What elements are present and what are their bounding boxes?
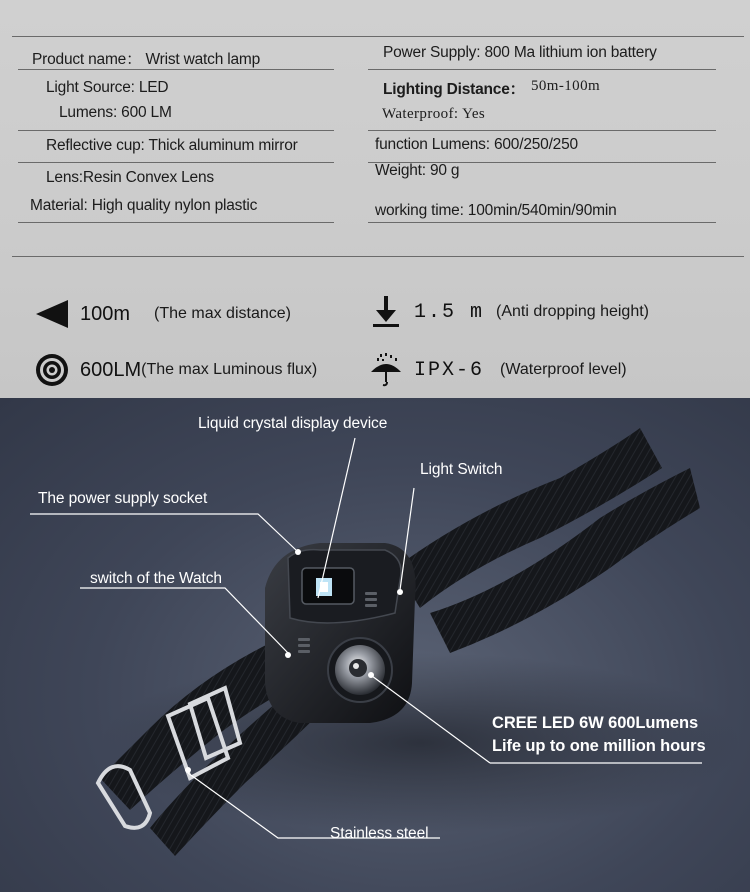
table-row-rule <box>368 69 716 70</box>
callout-power-socket: The power supply socket <box>38 490 208 507</box>
watch-illustration <box>0 398 750 892</box>
callout-watch-switch: switch of the Watch <box>90 570 222 587</box>
spec-lens: Lens:Resin Convex Lens <box>46 169 214 186</box>
direction-arrow-icon <box>34 296 70 332</box>
feature-distance <box>34 296 291 332</box>
spec-lighting-distance-value: 50m-100m <box>531 78 601 94</box>
table-row-rule <box>18 222 334 223</box>
spec-lumens: Lumens: 600 LM <box>59 104 172 121</box>
spec-product-name: Product name： Wrist watch lamp <box>32 51 261 68</box>
table-top-rule <box>12 36 744 37</box>
spec-waterproof: Waterproof: Yes <box>382 106 486 122</box>
umbrella-rain-icon <box>368 352 404 388</box>
spec-light-source: Light Source: LED <box>46 79 169 96</box>
feature-distance-label: (The max distance) <box>154 305 291 322</box>
table-row-rule <box>18 130 334 131</box>
spec-panel <box>0 0 750 398</box>
product-photo-panel <box>0 398 750 892</box>
table-row-rule <box>18 69 334 70</box>
table-row-rule <box>368 130 716 131</box>
spec-power-supply: Power Supply: 800 Ma lithium ion battery <box>383 44 657 61</box>
feature-distance-value: 100m <box>80 302 131 325</box>
feature-flux <box>34 352 317 388</box>
callout-cree-line1: CREE LED 6W 600Lumens <box>492 714 699 732</box>
feature-drop <box>368 294 649 330</box>
callout-light-switch: Light Switch <box>420 461 503 478</box>
table-bottom-rule <box>12 256 744 257</box>
callout-lcd: Liquid crystal display device <box>198 415 388 432</box>
feature-flux-label: (The max Luminous flux) <box>141 361 318 378</box>
spec-weight: Weight: 90 g <box>375 162 460 179</box>
spec-function-lumens: function Lumens: 600/250/250 <box>375 136 578 153</box>
table-row-rule <box>18 162 334 163</box>
drop-arrow-icon <box>368 294 404 330</box>
feature-ipx-label: (Waterproof level) <box>500 361 627 378</box>
target-icon <box>34 352 70 388</box>
feature-ipx-value: IPX-6 <box>414 358 485 382</box>
feature-drop-label: (Anti dropping height) <box>496 303 649 320</box>
spec-working-time: working time: 100min/540min/90min <box>375 202 617 219</box>
feature-flux-value: 600LM <box>80 358 142 381</box>
feature-drop-value: 1.5 m <box>414 300 485 324</box>
table-row-rule <box>368 222 716 223</box>
feature-waterproof <box>368 352 627 388</box>
callout-cree-line2: Life up to one million hours <box>492 737 706 755</box>
spec-reflective-cup: Reflective cup: Thick aluminum mirror <box>46 137 298 154</box>
callout-stainless-steel: Stainless steel <box>330 825 429 842</box>
spec-material: Material: High quality nylon plastic <box>30 197 258 214</box>
spec-lighting-distance-label: Lighting Distance： <box>383 81 525 98</box>
